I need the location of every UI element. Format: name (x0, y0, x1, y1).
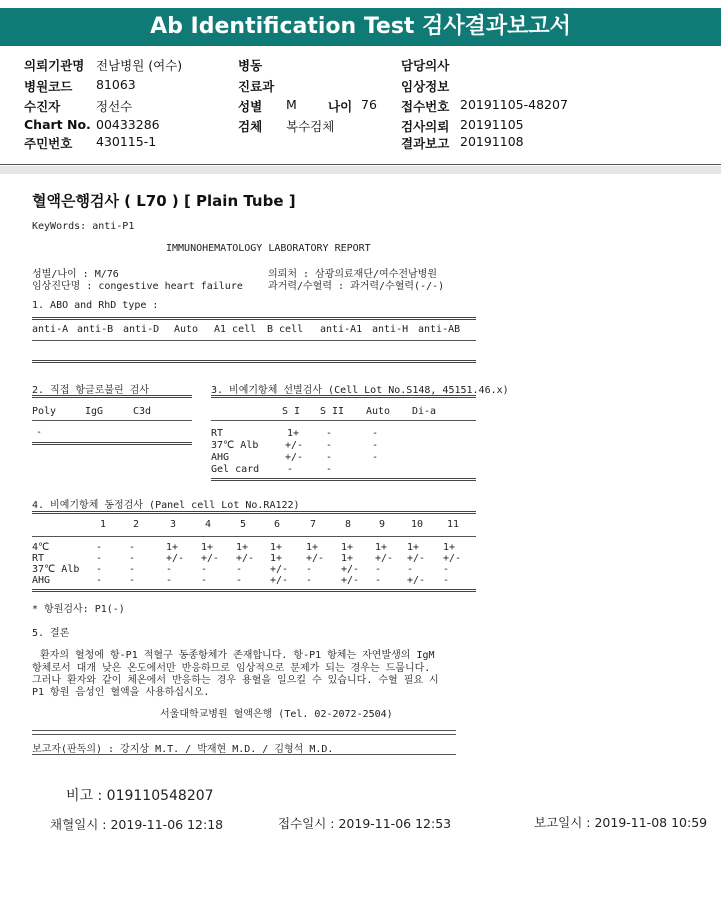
abo-header-1: anti-A (32, 324, 69, 335)
screen-cell: - (287, 464, 294, 475)
report-date-label: 결과보고 (401, 136, 450, 151)
panel-cell: - (129, 575, 136, 586)
test-heading: 혈액은행검사 ( L70 ) [ Plain Tube ] (32, 192, 296, 210)
screen-cell: - (326, 428, 333, 439)
panel-col-header: 1 (100, 519, 107, 530)
screen-row-label: RT (211, 428, 224, 439)
panel-col-header: 3 (170, 519, 177, 530)
conclusion-line: 항체로서 대개 낮은 온도에서만 반응하므로 임상적으로 문제가 되는 경우는 드뭅니다. (32, 663, 431, 674)
panel-cell: - (306, 575, 313, 586)
rule (32, 420, 192, 421)
panel-cell: +/- (270, 575, 289, 586)
rule (32, 734, 456, 735)
institution-value: 전남병원 (여수) (96, 58, 183, 73)
panel-cell: - (236, 575, 243, 586)
screen-header-sii: S II (320, 406, 345, 417)
panel-cell: - (443, 564, 450, 575)
section-dat: 2. 직접 항글로불린 검사 (32, 385, 150, 396)
abo-header-6: B cell (267, 324, 304, 335)
report-title: Ab Identification Test 검사결과보고서 (0, 8, 721, 46)
keywords: KeyWords: anti-P1 (32, 221, 135, 232)
receipt-no-label: 접수번호 (401, 99, 450, 114)
panel-row-label: 4℃ (32, 542, 50, 553)
patient-name-value: 정선수 (96, 99, 133, 114)
antigen-test: * 항원검사: P1(-) (32, 604, 125, 615)
panel-col-header: 7 (310, 519, 317, 530)
panel-cell: +/- (443, 553, 462, 564)
panel-cell: - (129, 542, 136, 553)
resident-no-label: 주민번호 (24, 136, 73, 151)
panel-cell: 1+ (201, 542, 214, 553)
patient-header (0, 54, 721, 164)
dat-header-poly: Poly (32, 406, 57, 417)
panel-cell: - (443, 575, 450, 586)
section-conclusion: 5. 결론 (32, 628, 70, 639)
age-value: 76 (361, 97, 377, 112)
abo-header-4: Auto (174, 324, 199, 335)
rule (211, 478, 476, 481)
abo-header-8: anti-H (372, 324, 409, 335)
section-screening: 3. 비예기항체 선별검사 (Cell Lot No.S148, 45151.46.x) (211, 385, 509, 396)
chart-no-label: Chart No. (24, 117, 91, 132)
rule (32, 360, 476, 363)
report-date-value: 20191108 (460, 134, 524, 149)
specimen-value: 복수검체 (286, 119, 335, 134)
panel-cell: 1+ (443, 542, 456, 553)
panel-cell: - (166, 575, 173, 586)
rule (211, 420, 476, 421)
chart-no-value: 00433286 (96, 117, 160, 132)
abo-header-5: A1 cell (214, 324, 257, 335)
screen-cell: - (372, 428, 379, 439)
institution-label: 의뢰기관명 (24, 58, 85, 73)
section-panel: 4. 비예기항체 동정검사 (Panel cell Lot No.RA122) (32, 500, 300, 511)
panel-cell: - (166, 564, 173, 575)
receipt-no-value: 20191105-48207 (460, 97, 568, 112)
panel-cell: +/- (407, 553, 426, 564)
screen-row-label: Gel card (211, 464, 260, 475)
panel-cell: +/- (375, 553, 394, 564)
panel-cell: +/- (407, 575, 426, 586)
rule (32, 754, 456, 755)
receipt-time: 접수일시 : 2019-11-06 12:53 (278, 816, 452, 831)
panel-cell: - (375, 564, 382, 575)
rule (32, 589, 476, 592)
rule (32, 395, 192, 398)
clinical-info-label: 임상정보 (401, 79, 450, 94)
panel-cell: - (201, 564, 208, 575)
rule (32, 317, 476, 320)
collection-time: 채혈일시 : 2019-11-06 12:18 (50, 817, 224, 832)
panel-col-header: 2 (133, 519, 140, 530)
panel-row-label: AHG (32, 575, 51, 586)
screen-header-auto: Auto (366, 406, 391, 417)
screen-cell: +/- (285, 452, 304, 463)
patient-name-label: 수진자 (24, 99, 61, 114)
conclusion-line: 그러나 환자와 같이 체온에서 반응하는 경우 용혈을 일으킬 수 있습니다. 수혈 필요 시 (32, 675, 439, 686)
specimen-label: 검체 (238, 119, 263, 134)
panel-cell: +/- (306, 553, 325, 564)
abo-header-3: anti-D (123, 324, 160, 335)
panel-col-header: 5 (240, 519, 247, 530)
screen-cell: +/- (285, 440, 304, 451)
diagnosis-line: 임상진단명 : congestive heart failure (32, 281, 243, 292)
screen-header-si: S I (282, 406, 301, 417)
history-line: 과거력/수혈력 : 과거력/수혈력(-/-) (268, 281, 445, 292)
panel-cell: 1+ (270, 542, 283, 553)
panel-cell: - (96, 575, 103, 586)
panel-cell: 1+ (166, 542, 179, 553)
panel-cell: - (306, 564, 313, 575)
reporters: 보고자(판독의) : 강지상 M.T. / 박재현 M.D. / 김형석 M.D. (32, 744, 334, 755)
screen-row-label: AHG (211, 452, 230, 463)
panel-col-header: 9 (379, 519, 386, 530)
panel-cell: - (96, 564, 103, 575)
conclusion-line: P1 항원 음성인 혈액을 사용하십시오. (32, 687, 210, 698)
department-label: 진료과 (238, 79, 275, 94)
ward-label: 병동 (238, 58, 263, 73)
screen-row-label: 37℃ Alb (211, 440, 259, 451)
abo-header-9: anti-AB (418, 324, 461, 335)
rule (211, 395, 476, 398)
panel-col-header: 10 (411, 519, 424, 530)
screen-cell: - (326, 440, 333, 451)
blood-bank: 서울대학교병원 혈액은행 (Tel. 02-2072-2504) (160, 709, 393, 720)
panel-cell: +/- (341, 575, 360, 586)
panel-col-header: 6 (274, 519, 281, 530)
panel-col-header: 4 (205, 519, 212, 530)
panel-row-label: RT (32, 553, 45, 564)
dat-result: - (36, 427, 43, 438)
header-divider (0, 164, 721, 165)
section-abo: 1. ABO and RhD type : (32, 300, 159, 311)
panel-cell: 1+ (270, 553, 283, 564)
dat-header-igg: IgG (85, 406, 104, 417)
sex-age-line: 성별/나이 : M/76 (32, 269, 119, 280)
screen-cell: - (326, 452, 333, 463)
panel-col-header: 8 (345, 519, 352, 530)
referrer-line: 의뢰처 : 삼광의료재단/여수전남병원 (268, 269, 437, 280)
request-date-label: 검사의뢰 (401, 119, 450, 134)
age-label: 나이 (328, 99, 353, 114)
screen-cell: 1+ (287, 428, 300, 439)
panel-cell: - (201, 575, 208, 586)
panel-cell: - (129, 564, 136, 575)
panel-cell: +/- (236, 553, 255, 564)
panel-cell: +/- (166, 553, 185, 564)
panel-cell: - (375, 575, 382, 586)
panel-cell: 1+ (341, 542, 354, 553)
rule (32, 442, 192, 445)
panel-cell: - (236, 564, 243, 575)
panel-cell: - (407, 564, 414, 575)
abo-header-2: anti-B (77, 324, 114, 335)
panel-cell: 1+ (407, 542, 420, 553)
panel-cell: - (96, 553, 103, 564)
doctor-label: 담당의사 (401, 58, 450, 73)
panel-col-header: 11 (447, 519, 460, 530)
panel-cell: 1+ (306, 542, 319, 553)
request-date-value: 20191105 (460, 117, 524, 132)
rule (32, 511, 476, 514)
panel-row-label: 37℃ Alb (32, 564, 80, 575)
panel-cell: - (96, 542, 103, 553)
panel-cell: +/- (341, 564, 360, 575)
panel-cell: 1+ (341, 553, 354, 564)
report-time: 보고일시 : 2019-11-08 10:59 (534, 815, 708, 830)
panel-cell: +/- (270, 564, 289, 575)
sex-value: M (286, 97, 297, 112)
rule (32, 340, 476, 341)
dat-header-c3d: C3d (133, 406, 152, 417)
lab-report-title: IMMUNOHEMATOLOGY LABORATORY REPORT (166, 243, 371, 254)
hospital-code-label: 병원코드 (24, 79, 73, 94)
screen-cell: - (372, 452, 379, 463)
screen-cell: - (372, 440, 379, 451)
conclusion-line: 환자의 혈청에 항-P1 적혈구 동종항체가 존재합니다. 항-P1 항체는 자연발생의 IgM (40, 650, 435, 661)
abo-header-7: anti-A1 (320, 324, 363, 335)
rule (32, 730, 456, 731)
panel-cell: - (129, 553, 136, 564)
header-separator-band (0, 166, 721, 174)
rule (32, 536, 476, 537)
hospital-code-value: 81063 (96, 77, 136, 92)
screen-cell: - (326, 464, 333, 475)
remark: 비고 : 019110548207 (66, 788, 214, 804)
panel-cell: 1+ (236, 542, 249, 553)
panel-cell: +/- (201, 553, 220, 564)
sex-label: 성별 (238, 99, 263, 114)
resident-no-value: 430115-1 (96, 134, 157, 149)
scanned-report (0, 174, 721, 917)
panel-cell: 1+ (375, 542, 388, 553)
screen-header-dia: Di-a (412, 406, 437, 417)
